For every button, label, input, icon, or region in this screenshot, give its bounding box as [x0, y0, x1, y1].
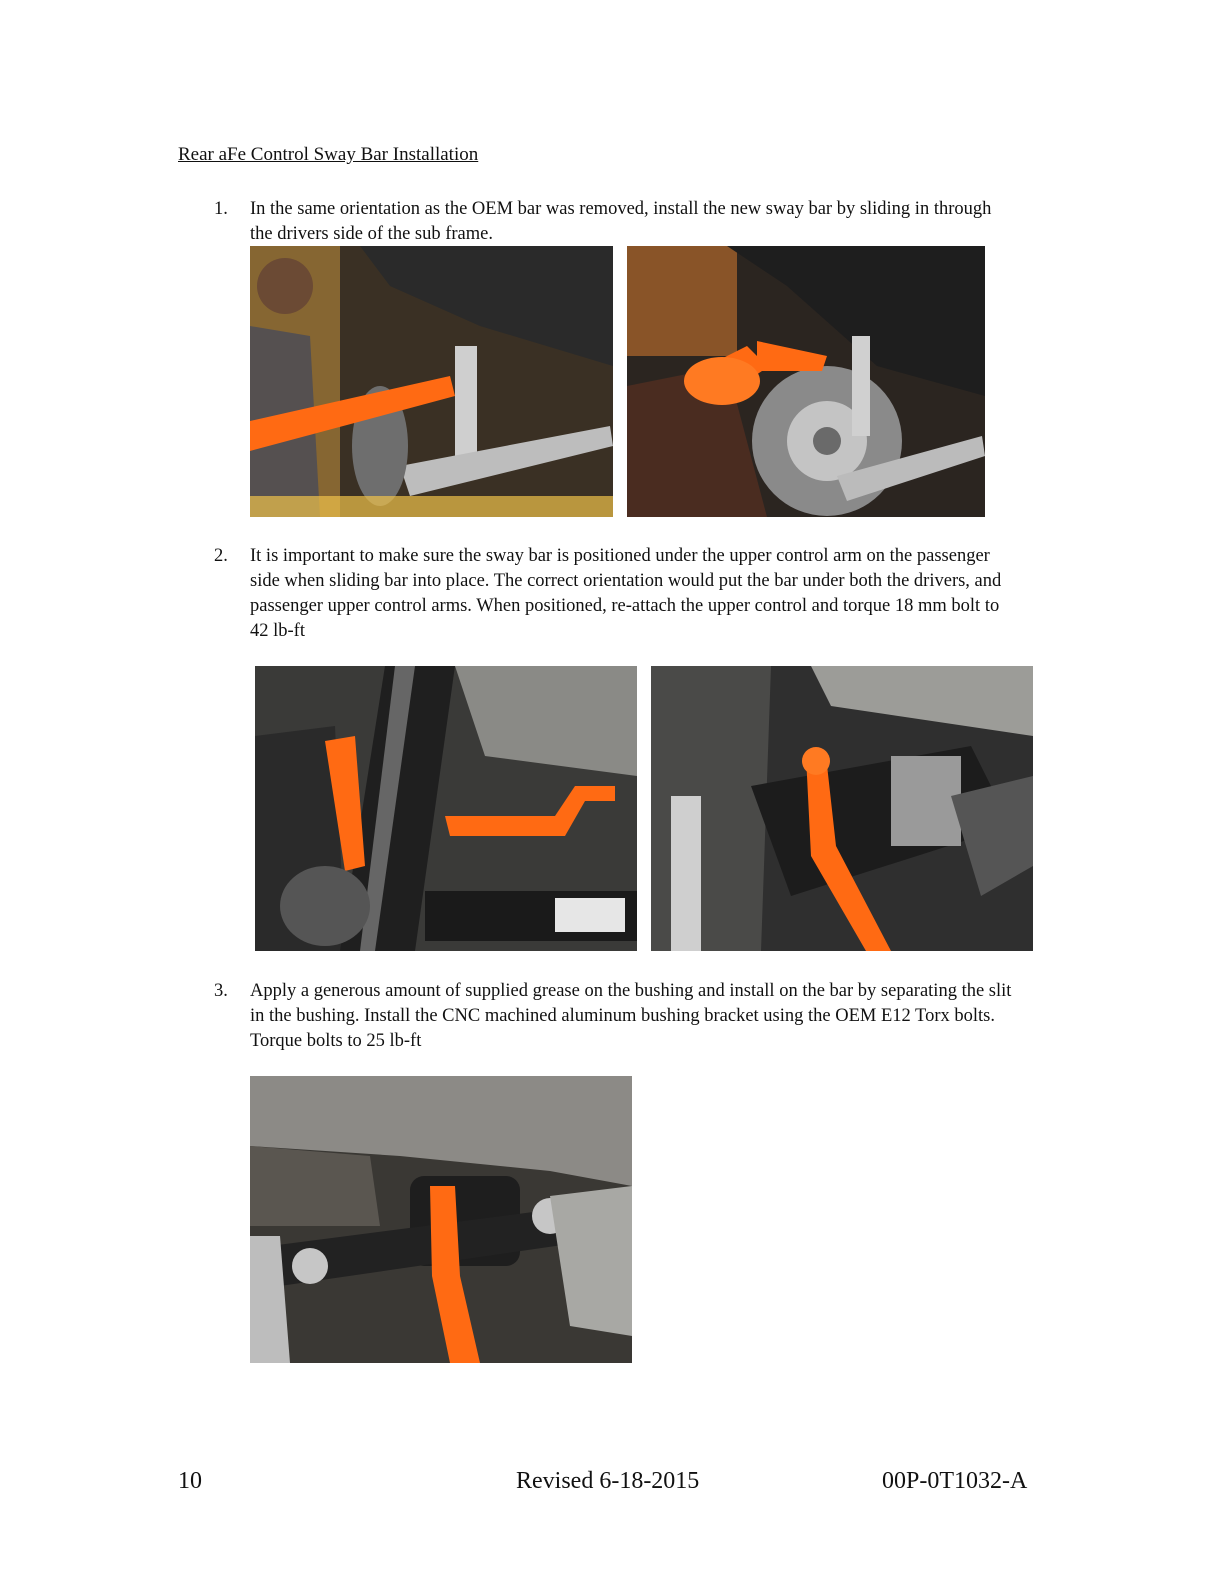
step-text: It is important to make sure the sway bar is positioned under the upper control arm on the passenger side when sliding bar into place. The correct orientation would put the bar under both the drivers, and passenger upper control arms. When positioned, re-attach the upper control and torque 18 mm bolt to 42 lb-ft — [250, 546, 1002, 641]
step-number: 3. — [214, 981, 228, 1001]
photo-step1-right — [627, 246, 985, 517]
footer-page-number: 10 — [178, 1468, 202, 1494]
photo-step3 — [250, 1076, 632, 1363]
page-heading: Rear aFe Control Sway Bar Installation — [178, 144, 479, 165]
step-text: In the same orientation as the OEM bar was removed, install the new sway bar by sliding in through the drivers side of the sub frame. — [250, 199, 992, 244]
photo-step1-left — [250, 246, 613, 517]
step-number: 2. — [214, 546, 228, 566]
footer-revised-date: Revised 6-18-2015 — [516, 1468, 700, 1494]
photo-step2-left — [255, 666, 637, 951]
step-number: 1. — [214, 199, 228, 219]
step-text: Apply a generous amount of supplied grease on the bushing and install on the bar by separating the slit in the bushing. Install the CNC machined aluminum bushing bracket using the OEM E12 Torx bolts. Torque bolts to 25 lb-ft — [250, 981, 1012, 1051]
photo-step2-right — [651, 666, 1033, 951]
footer-part-number: 00P-0T1032-A — [882, 1468, 1028, 1494]
